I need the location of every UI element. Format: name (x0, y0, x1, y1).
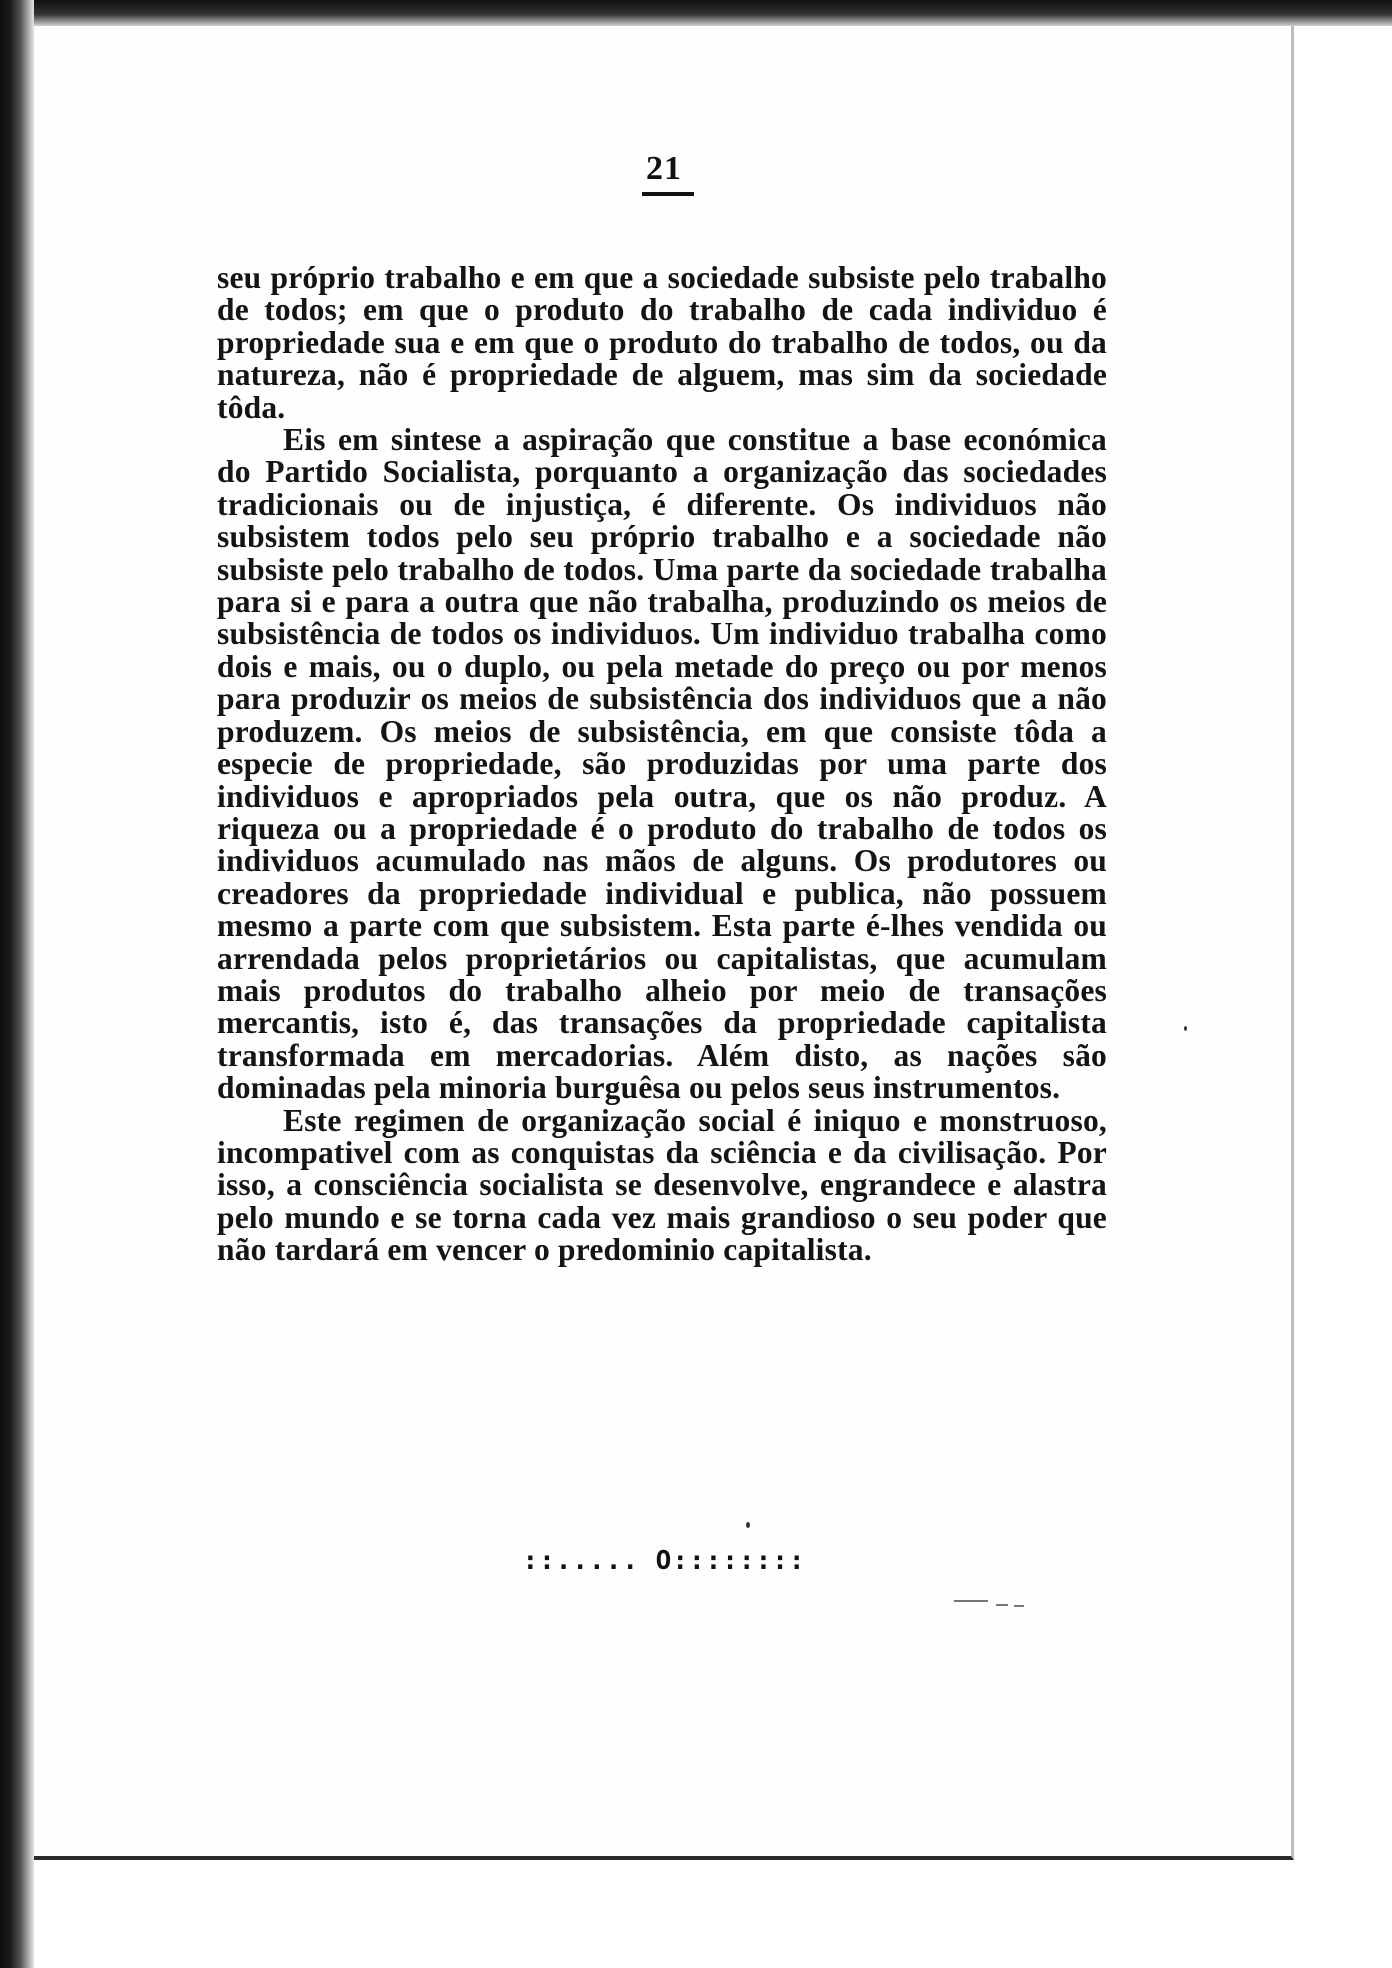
end-ornament: ::..... O:::::::: (522, 1546, 806, 1576)
paragraph-2: Eis em sintese a aspiração que constitue a base económica do Partido Socialista, porquanto a organização das sociedades tradicionais ou de injustiça, é diferente. Os individuos não subsistem todos pelo seu próprio trabalho e a sociedade não subsiste pelo trabalho de todos. Uma parte da sociedade trabalha para si e para a outra que não trabalha, produzindo os meios de subsistência de todos os individuos. Um individuo trabalha como dois e mais, ou o duplo, ou pela metade do preço ou por menos para produzir os meios de subsistência dos individuos que a não produzem. Os meios de subsistência, em que consiste tôda a especie de propriedade, são produzidas por uma parte dos individuos e apropriados pela outra, que os não produz. A riqueza ou a propriedade é o produto do trabalho de todos os individuos acumulado nas mãos de alguns. Os produtores ou creadores da propriedade individual e publica, não possuem mesmo a parte com que subsistem. Esta parte é-lhes vendida ou arrendada pelos proprietários ou capitalistas, que acumulam mais produtos do trabalho alheio por meio de transações mercantis, isto é, das transações da propriedade capitalista transformada em mercadorias. Além disto, as nações são dominadas pela minoria burguêsa ou pelos seus instrumentos. (217, 422, 1107, 1106)
scan-edge-top (0, 0, 1392, 26)
page-number-underline (642, 192, 694, 196)
ink-speck (1184, 1026, 1187, 1031)
paragraph-1: seu próprio trabalho e em que a sociedade subsiste pelo trabalho de todos; em que o produto do trabalho de cada individuo é propriedade sua e em que o produto do trabalho de todos, ou da natureza, não é propriedade de alguem, mas sim da sociedade tôda. (217, 260, 1107, 425)
stray-mark (1014, 1605, 1024, 1607)
stray-mark (996, 1604, 1008, 1606)
book-page (34, 26, 1294, 1860)
body-text (217, 262, 1107, 1267)
page-number: 21 (646, 150, 682, 187)
paragraph-3: Este regimen de organização social é iniquo e monstruoso, incompativel com as conquistas da sciência e da civilisação. Por isso, a consciência socialista se desenvolve, engrandece e alastra pelo mundo e se torna cada vez mais grandioso o seu poder que não tardará em vencer o predominio capitalista. (217, 1102, 1107, 1268)
ink-speck (746, 1522, 750, 1528)
scan-edge-left (0, 0, 34, 1968)
stray-mark (954, 1600, 988, 1602)
